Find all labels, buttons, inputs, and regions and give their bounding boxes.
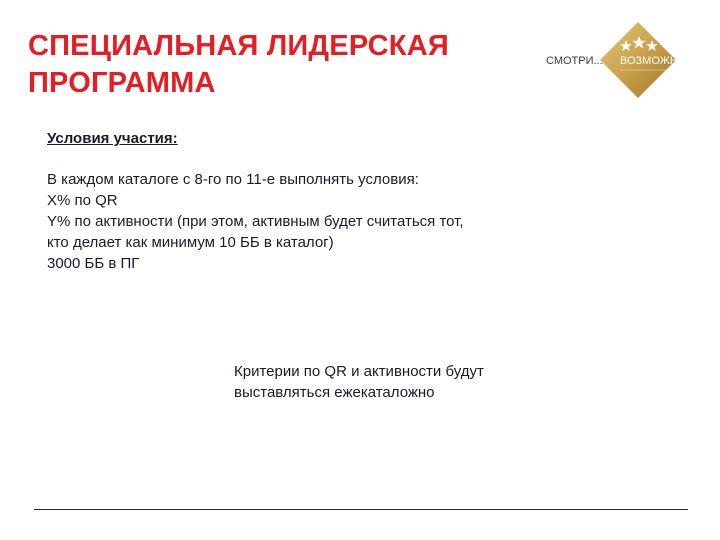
logo-text-left: СМОТРИ... xyxy=(546,55,603,67)
conditions-line: В каждом каталоге с 8-го по 11-е выполнять условия: xyxy=(47,171,419,188)
footer-divider xyxy=(34,509,688,510)
page-title-line-2: ПРОГРАММА xyxy=(28,67,216,99)
brand-logo xyxy=(540,18,690,102)
participation-conditions xyxy=(47,128,567,274)
conditions-line: X% по QR xyxy=(47,192,118,209)
conditions-line: кто делает как минимум 10 ББ в каталог) xyxy=(47,234,334,251)
criteria-line: выставляться ежекаталожно xyxy=(234,384,435,401)
brand-logo-graphic xyxy=(540,18,690,102)
conditions-line: Y% по активности (при этом, активным будет считаться тот, xyxy=(47,213,464,230)
page-title-line-1: СПЕЦИАЛЬНАЯ ЛИДЕРСКАЯ xyxy=(28,30,449,62)
page-title xyxy=(28,28,528,102)
logo-text-right: ВОЗМОЖНО xyxy=(620,55,687,67)
conditions-heading: Условия участия: xyxy=(47,130,178,147)
criteria-note xyxy=(234,361,564,403)
conditions-line: 3000 ББ в ПГ xyxy=(47,255,140,272)
criteria-line: Критерии по QR и активности будут xyxy=(234,363,484,380)
